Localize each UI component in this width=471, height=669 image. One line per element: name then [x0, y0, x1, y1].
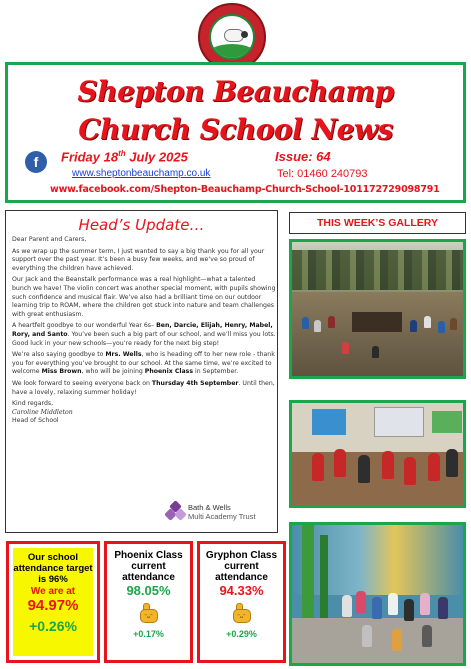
thumbs-up-icon: ᵔᴗᵔ [228, 603, 256, 625]
phoenix-attendance-change: +0.17% [133, 629, 164, 639]
paragraph-1: As we wrap up the summer term, I just wanted to say a big thank you for all your support over the past year. It’s been a busy few weeks, and we’ve so proud of everything the children have achieved. [12, 247, 265, 272]
logo-emblem [209, 14, 255, 60]
p4-end: in September. [193, 368, 239, 376]
title-line-2: Church School News [78, 113, 393, 146]
p3-end: . You’ve been such a big part of our school, and we’ll miss you lots. Good luck in your new schools—you’re ready for the next big step! [12, 330, 276, 347]
school-attendance-card [6, 541, 100, 663]
p5-date: Thursday 4th September [151, 379, 239, 387]
school-logo [198, 3, 266, 71]
trust-line-2: Multi Academy Trust [188, 512, 256, 521]
phoenix-attendance-value: 98.05% [126, 583, 171, 598]
school-attendance-value: 94.97% [27, 597, 79, 614]
school-attendance-sub: We are at [30, 586, 76, 597]
school-attendance-change: +0.26% [29, 618, 77, 634]
gallery-photo-2 [289, 400, 466, 508]
p4-class: Phoenix Class [144, 368, 194, 376]
issue-date [61, 149, 188, 164]
gallery-title: THIS WEEK’S GALLERY [289, 212, 466, 234]
gryphon-attendance-title: Gryphon Class current attendance [205, 550, 278, 583]
heads-update-title: Head’s Update… [78, 216, 205, 234]
logo-hill-icon [209, 44, 255, 60]
trust-name [188, 503, 256, 521]
p4-mid: , who is heading off to her new role - thank you for everything you’ve brought to our school. At the same time, we’re excited to welcome [12, 351, 275, 376]
facebook-icon[interactable]: f [25, 151, 47, 173]
p4-start: We’re also saying goodbye to [12, 351, 106, 359]
signature-role: Head of School [12, 417, 59, 425]
phoenix-attendance-card [104, 541, 193, 663]
school-attendance-highlight [13, 548, 93, 656]
website-link[interactable]: www.sheptonbeauchamp.co.uk [72, 168, 211, 179]
gallery-photo-3 [289, 522, 466, 666]
trust-line-1: Bath & Wells [188, 503, 231, 512]
date-sup: th [118, 149, 126, 158]
heads-update-body [12, 236, 276, 426]
signature: Caroline Middleton [12, 408, 73, 416]
date-suffix: July 2025 [125, 149, 188, 165]
trust-logo [166, 500, 274, 528]
phoenix-attendance-title: Phoenix Class current attendance [114, 550, 183, 583]
gryphon-attendance-card [197, 541, 286, 663]
title-line-1: Shepton Beauchamp [77, 75, 394, 108]
paragraph-3 [12, 322, 276, 348]
thumbs-up-icon: ᵔᴗᵔ [135, 603, 163, 625]
p3-start: A heartfelt goodbye to our wonderful Year 6s– [12, 322, 157, 330]
heads-update-panel [5, 210, 278, 533]
newsletter-header [5, 62, 466, 203]
p4-mid2: , who will be joining [81, 368, 145, 376]
p5-start: We look forward to seeing everyone back on [12, 379, 152, 387]
paragraph-4 [12, 351, 276, 377]
gryphon-attendance-change: +0.29% [226, 629, 257, 639]
p3-names: Ben, Darcie, Elijah, Henry, Mabel, Rory, and Santo [12, 322, 273, 338]
trust-mark-icon [166, 502, 186, 524]
date-prefix: Friday 18 [61, 149, 119, 165]
p4-name1: Mrs. Wells [105, 351, 142, 359]
greeting: Dear Parent and Carers, [12, 236, 87, 243]
closing: Kind regards, [12, 400, 54, 408]
gallery-photo-1 [289, 239, 466, 379]
school-attendance-title: Our school attendance target is 96% [13, 552, 93, 585]
p5-end: . Until then, have a lovely, relaxing summer holiday! [12, 379, 275, 396]
facebook-link[interactable]: www.facebook.com/Shepton-Beauchamp-Church-School-101172729098791 [50, 184, 440, 195]
paragraph-5 [12, 380, 276, 397]
telephone: Tel: 01460 240793 [277, 168, 368, 180]
paragraph-2: Our Jack and the Beanstalk performance was a real highlight—what a talented bunch we have! The violin concert was another special moment, with pupils showing such confidence and musical flair. We’ve also had a brilliant time on our outdoor learning trip to ROAM, where the children got stuck into nature and team challenges with great enthusiasm. [12, 276, 276, 318]
gryphon-attendance-value: 94.33% [219, 583, 264, 598]
p4-name2: Miss Brown [41, 368, 82, 376]
issue-number: Issue: 64 [275, 149, 331, 164]
sheep-icon [224, 29, 244, 42]
